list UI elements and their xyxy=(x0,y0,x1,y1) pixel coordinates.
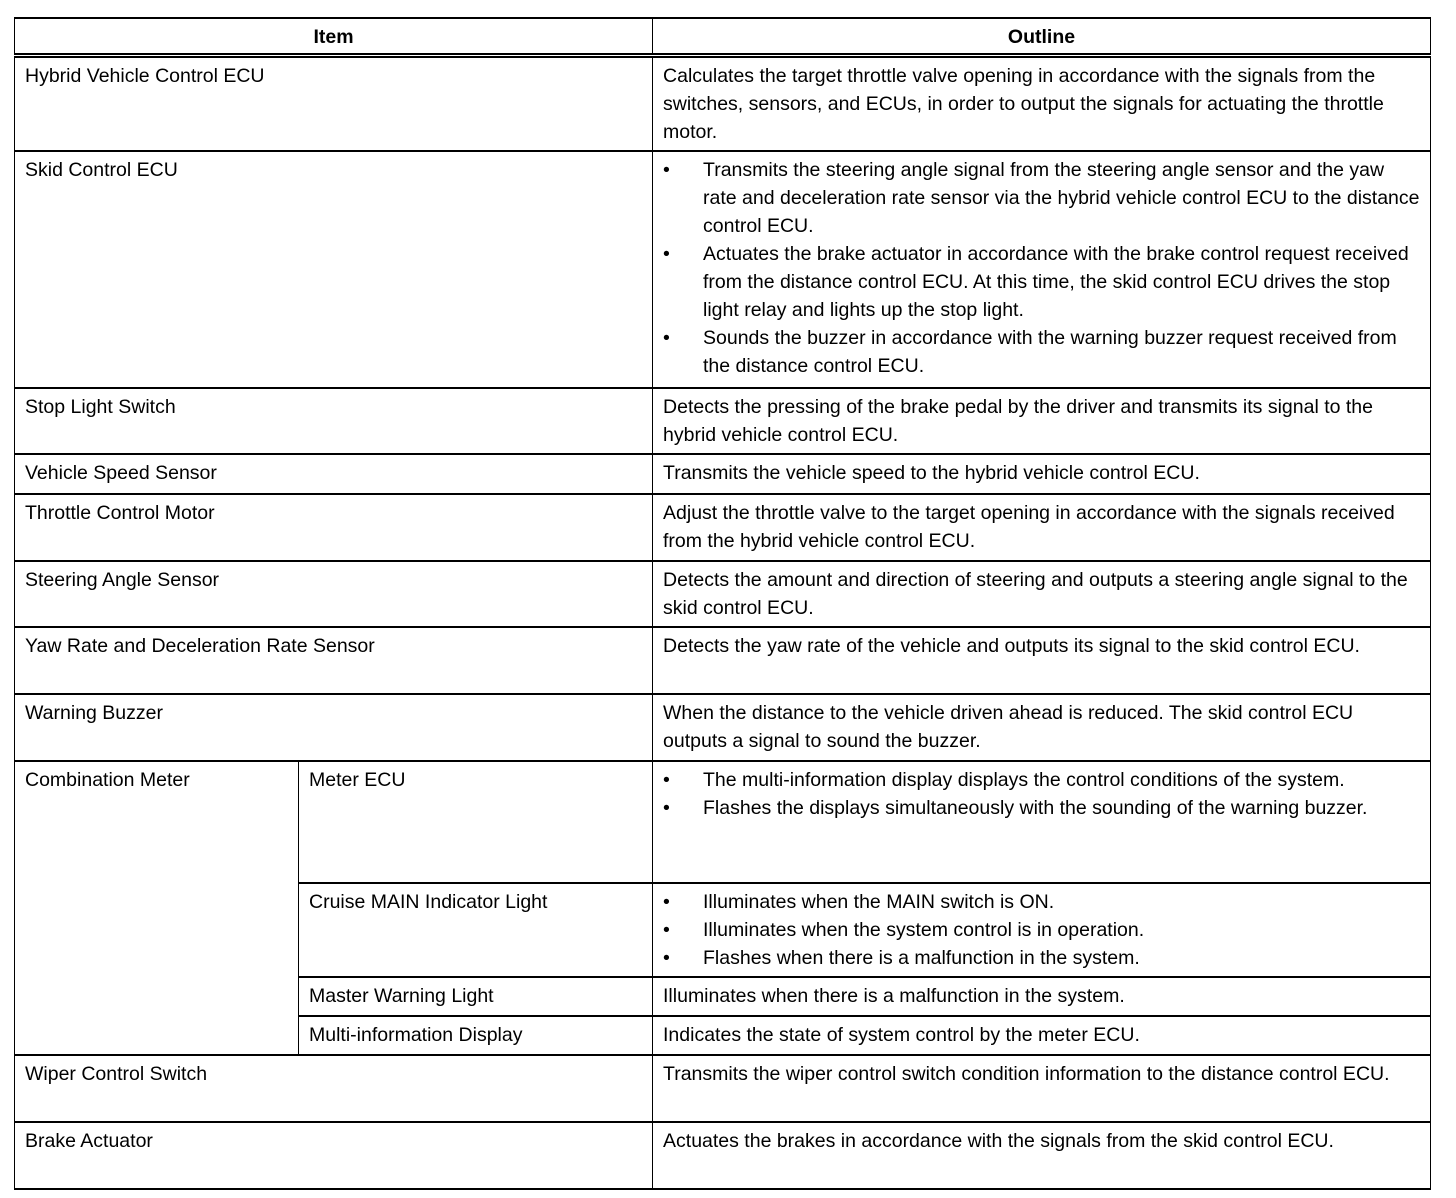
table-row xyxy=(15,561,1431,627)
item-cell: Stop Light Switch xyxy=(15,388,653,454)
outline-cell: Detects the amount and direction of steering and outputs a steering angle signal to the skid control ECU. xyxy=(653,561,1431,627)
table-row xyxy=(15,694,1431,761)
table-row xyxy=(15,388,1431,454)
item-cell: Yaw Rate and Deceleration Rate Sensor xyxy=(15,627,653,694)
bullet-list xyxy=(663,888,1420,972)
item-cell: Brake Actuator xyxy=(15,1122,653,1189)
bullet-item: • Flashes the displays simultaneously with the sounding of the warning buzzer. xyxy=(663,794,1420,822)
table-row xyxy=(15,151,1431,388)
bullet-item: • Actuates the brake actuator in accordance with the brake control request received from the distance control ECU. At this time, the skid control ECU drives the stop light relay and lights up the stop light. xyxy=(663,240,1420,324)
table-row xyxy=(15,494,1431,561)
outline-cell xyxy=(653,151,1431,388)
bullet-item: • The multi-information display displays the control conditions of the system. xyxy=(663,766,1420,794)
table-row xyxy=(15,454,1431,494)
item-cell: Skid Control ECU xyxy=(15,151,653,388)
bullet-item: • Transmits the steering angle signal from the steering angle sensor and the yaw rate and deceleration rate sensor via the hybrid vehicle control ECU to the distance control ECU. xyxy=(663,156,1420,240)
sub-item-cell: Multi-information Display xyxy=(299,1016,653,1055)
outline-cell: Indicates the state of system control by the meter ECU. xyxy=(653,1016,1431,1055)
sub-item-cell: Meter ECU xyxy=(299,761,653,883)
outline-cell xyxy=(653,883,1431,977)
sub-item-cell: Master Warning Light xyxy=(299,977,653,1016)
item-cell: Throttle Control Motor xyxy=(15,494,653,561)
table-row xyxy=(15,627,1431,694)
bullet-list xyxy=(663,156,1420,380)
bullet-item: • Sounds the buzzer in accordance with the warning buzzer request received from the distance control ECU. xyxy=(663,324,1420,380)
outline-cell: Transmits the vehicle speed to the hybrid vehicle control ECU. xyxy=(653,454,1431,494)
header-outline: Outline xyxy=(653,18,1431,56)
bullet-item: • Illuminates when the MAIN switch is ON. xyxy=(663,888,1420,916)
header-row xyxy=(15,18,1431,56)
table-row xyxy=(15,761,1431,883)
table-row xyxy=(15,1055,1431,1122)
item-cell: Warning Buzzer xyxy=(15,694,653,761)
table-row xyxy=(15,56,1431,152)
outline-cell: Detects the pressing of the brake pedal by the driver and transmits its signal to the hybrid vehicle control ECU. xyxy=(653,388,1431,454)
outline-cell: Calculates the target throttle valve opening in accordance with the signals from the switches, sensors, and ECUs, in order to output the signals for actuating the throttle motor. xyxy=(653,56,1431,152)
bullet-item: • Illuminates when the system control is in operation. xyxy=(663,916,1420,944)
item-cell: Combination Meter xyxy=(15,761,299,1055)
sub-item-cell: Cruise MAIN Indicator Light xyxy=(299,883,653,977)
table-row xyxy=(15,1122,1431,1189)
outline-cell: When the distance to the vehicle driven ahead is reduced. The skid control ECU outputs a signal to sound the buzzer. xyxy=(653,694,1431,761)
item-cell: Vehicle Speed Sensor xyxy=(15,454,653,494)
outline-cell: Actuates the brakes in accordance with the signals from the skid control ECU. xyxy=(653,1122,1431,1189)
bullet-item: • Flashes when there is a malfunction in the system. xyxy=(663,944,1420,972)
header-item: Item xyxy=(15,18,653,56)
outline-cell: Illuminates when there is a malfunction in the system. xyxy=(653,977,1431,1016)
outline-cell: Detects the yaw rate of the vehicle and outputs its signal to the skid control ECU. xyxy=(653,627,1431,694)
item-cell: Hybrid Vehicle Control ECU xyxy=(15,56,653,152)
bullet-list xyxy=(663,766,1420,822)
outline-cell xyxy=(653,761,1431,883)
outline-cell: Adjust the throttle valve to the target opening in accordance with the signals received from the hybrid vehicle control ECU. xyxy=(653,494,1431,561)
outline-cell: Transmits the wiper control switch condition information to the distance control ECU. xyxy=(653,1055,1431,1122)
component-table xyxy=(14,17,1431,1190)
item-cell: Steering Angle Sensor xyxy=(15,561,653,627)
item-cell: Wiper Control Switch xyxy=(15,1055,653,1122)
